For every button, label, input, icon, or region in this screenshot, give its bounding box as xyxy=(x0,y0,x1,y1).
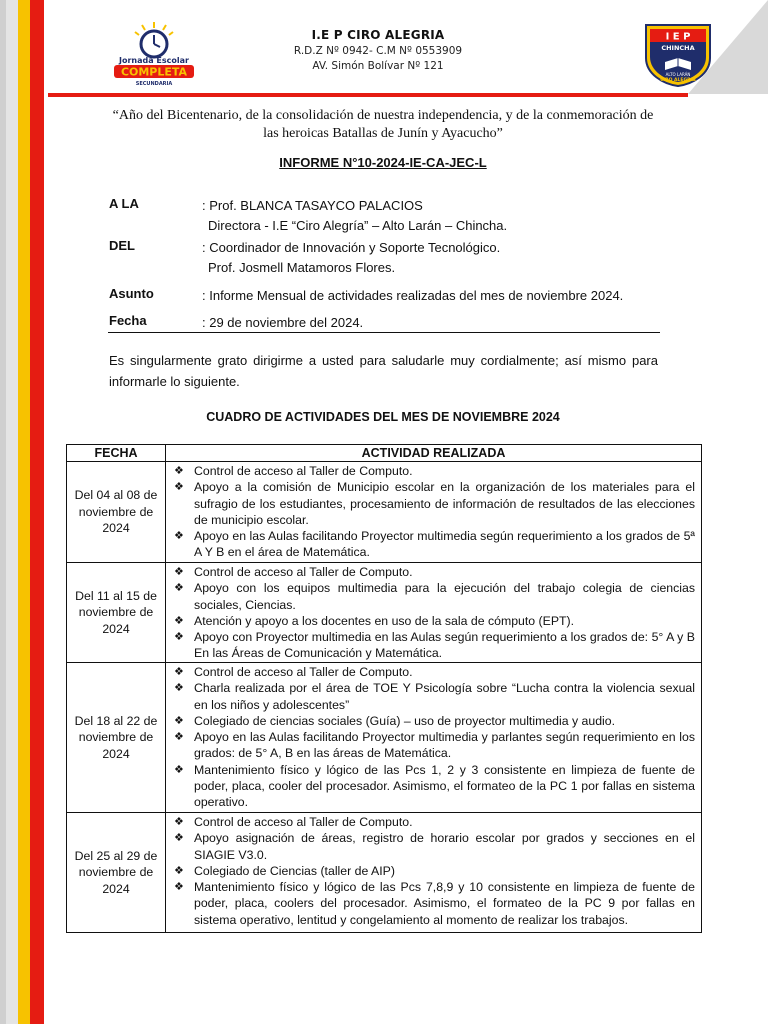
bullet-diamond-icon: ❖ xyxy=(174,465,184,477)
activity-text: Apoyo asignación de áreas, registro de horario escolar por grados y secciones en el SIAGIE V3.0. xyxy=(194,831,695,862)
list-item xyxy=(172,580,695,613)
list-item xyxy=(172,664,695,680)
recipient-label: A LA xyxy=(109,196,139,211)
activity-text: Apoyo en las Aulas facilitando Proyector multimedia y parlantes según requerimiento en los grados: de 5° A, B en las áreas de Matemática. xyxy=(194,730,695,761)
list-item xyxy=(172,463,695,479)
list-item xyxy=(172,613,695,629)
bullet-diamond-icon: ❖ xyxy=(174,714,184,727)
bullet-diamond-icon: ❖ xyxy=(174,481,184,494)
activity-text: Control de acceso al Taller de Computo. xyxy=(194,815,413,829)
bullet-diamond-icon: ❖ xyxy=(174,614,184,627)
activity-text: Apoyo con los equipos multimedia para la ejecución del trabajo colegia de ciencias sociales, Ciencias. xyxy=(194,581,695,612)
activity-list xyxy=(172,814,695,928)
bullet-diamond-icon: ❖ xyxy=(174,666,184,678)
row-activities xyxy=(166,813,702,933)
list-item xyxy=(172,479,695,528)
list-item xyxy=(172,814,695,830)
bullet-diamond-icon: ❖ xyxy=(174,566,184,578)
bullet-diamond-icon: ❖ xyxy=(174,763,184,776)
logo-left-line3: SECUNDARIA xyxy=(135,81,173,87)
recipient-name: : Prof. BLANCA TASAYCO PALACIOS xyxy=(202,198,423,213)
table-header-row xyxy=(67,445,702,462)
border-stripe-red xyxy=(30,0,44,1024)
border-stripe-white xyxy=(44,0,48,1024)
list-item xyxy=(172,863,695,879)
intro-paragraph: Es singularmente grato dirigirme a usted para saludarle muy cordialmente; así mismo para informarle lo siguiente. xyxy=(109,353,658,389)
activities-table xyxy=(66,444,702,933)
activity-text: Control de acceso al Taller de Computo. xyxy=(194,665,413,679)
list-item xyxy=(172,762,695,811)
row-date: Del 18 al 22 de noviembre de 2024 xyxy=(67,663,166,813)
table-row xyxy=(67,462,702,563)
activity-list xyxy=(172,564,695,662)
activity-text: Atención y apoyo a los docentes en uso de la sala de cómputo (EPT). xyxy=(194,613,575,628)
table-title: CUADRO DE ACTIVIDADES DEL MES DE NOVIEMBRE 2024 xyxy=(206,410,560,424)
border-stripe-yellow xyxy=(18,0,30,1024)
date-label: Fecha xyxy=(109,313,147,328)
row-date: Del 11 al 15 de noviembre de 2024 xyxy=(67,563,166,663)
school-shield-logo xyxy=(643,22,713,88)
sender-position: : Coordinador de Innovación y Soporte Tecnológico. xyxy=(202,240,501,255)
bullet-diamond-icon: ❖ xyxy=(174,682,184,695)
activity-text: Mantenimiento físico y lógico de las Pcs 7,8,9 y 10 consistente en limpieza de fuente de poder, placa, coolers del procesador. Asimismo, el formateo de la PC 9 por fallas en sistema operativo, lentitud y congelamiento al momento de realizar los trabajos. xyxy=(194,880,695,927)
list-item xyxy=(172,713,695,729)
activity-list xyxy=(172,664,695,811)
header-activity: ACTIVIDAD REALIZADA xyxy=(166,445,702,462)
bullet-diamond-icon: ❖ xyxy=(174,582,184,595)
shield-bottom-text: CIRO ALEGRIA xyxy=(660,78,696,83)
header-divider xyxy=(48,93,688,97)
school-address: AV. Simón Bolívar Nº 121 xyxy=(312,60,444,72)
list-item xyxy=(172,879,695,928)
table-row xyxy=(67,663,702,813)
activity-text: Colegiado de ciencias sociales (Guía) – uso de proyector multimedia y audio. xyxy=(194,713,616,728)
motto-line1: “Año del Bicentenario, de la consolidación de nuestra independencia, y de la conmemoración de xyxy=(112,108,654,123)
school-rdz: R.D.Z Nº 0942- C.M Nº 0553909 xyxy=(293,45,463,57)
clock-icon xyxy=(135,22,173,57)
row-activities xyxy=(166,663,702,813)
bullet-diamond-icon: ❖ xyxy=(174,832,184,845)
bullet-diamond-icon: ❖ xyxy=(174,864,184,877)
motto-line2: las heroicas Batallas de Junín y Ayacucho” xyxy=(263,126,503,141)
meta-divider xyxy=(108,332,660,333)
header-date: FECHA xyxy=(67,445,166,462)
row-activities xyxy=(166,462,702,563)
bullet-diamond-icon: ❖ xyxy=(174,631,184,644)
border-stripe-light-gray xyxy=(6,0,18,1024)
row-date: Del 04 al 08 de noviembre de 2024 xyxy=(67,462,166,563)
jornada-escolar-logo xyxy=(108,20,200,88)
year-motto xyxy=(100,107,666,143)
bullet-diamond-icon: ❖ xyxy=(174,731,184,744)
bullet-diamond-icon: ❖ xyxy=(174,881,184,894)
list-item xyxy=(172,729,695,762)
list-item xyxy=(172,830,695,863)
bullet-diamond-icon: ❖ xyxy=(174,530,184,543)
list-item xyxy=(172,680,695,713)
activity-list xyxy=(172,463,695,561)
activity-text: Apoyo en las Aulas facilitando Proyector multimedia según requerimiento a los grados de 5ª A Y B en el área de Matemática. xyxy=(194,529,695,560)
recipient-position: Directora - I.E “Ciro Alegría” – Alto Larán – Chincha. xyxy=(208,218,508,233)
logo-left-line2: COMPLETA xyxy=(120,65,188,79)
table-body xyxy=(67,462,702,933)
bullet-diamond-icon: ❖ xyxy=(174,816,184,828)
sender-name: Prof. Josmell Matamoros Flores. xyxy=(208,260,396,275)
activity-text: Colegiado de Ciencias (taller de AIP) xyxy=(194,863,395,878)
subject-label: Asunto xyxy=(109,286,154,301)
activity-text: Control de acceso al Taller de Computo. xyxy=(194,464,413,478)
shield-top-text: I E P xyxy=(665,31,691,43)
activity-text: Charla realizada por el área de TOE Y Psicología sobre “Lucha contra la violencia sexual en los niños y adolescentes” xyxy=(194,681,695,712)
date-value: : 29 de noviembre del 2024. xyxy=(202,315,364,330)
table-row xyxy=(67,813,702,933)
logo-left-line1: Jornada Escolar xyxy=(119,56,189,65)
list-item xyxy=(172,629,695,662)
activity-text: Apoyo a la comisión de Municipio escolar en la organización de los materiales para el sufragio de los estudiantes, procesamiento de información de resultados de las elecciones de municipio escolar. xyxy=(194,480,695,527)
sender-label: DEL xyxy=(109,238,135,253)
activity-text: Control de acceso al Taller de Computo. xyxy=(194,565,413,579)
row-date: Del 25 al 29 de noviembre de 2024 xyxy=(67,813,166,933)
activity-text: Apoyo con Proyector multimedia en las Aulas según requerimiento a los grados de: 5° A y B En las Áreas de Comunicación y Matemática. xyxy=(194,630,695,661)
list-item xyxy=(172,528,695,561)
subject-value: : Informe Mensual de actividades realizadas del mes de noviembre 2024. xyxy=(202,288,624,303)
list-item xyxy=(172,564,695,580)
school-name: I.E P CIRO ALEGRIA xyxy=(311,28,445,42)
activity-text: Mantenimiento físico y lógico de las Pcs 1, 2 y 3 consistente en limpieza de fuente de poder, placa, cooler del procesador. Asimismo, el formateo de la PC 1 por fallas en sistema operativo. xyxy=(194,762,695,810)
shield-middle-text: CHINCHA xyxy=(661,44,695,52)
school-header xyxy=(248,28,508,72)
table-row xyxy=(67,563,702,663)
shield-band-text: ALTO LARÁN xyxy=(665,72,691,77)
report-title: INFORME N°10-2024-IE-CA-JEC-L xyxy=(279,155,487,170)
row-activities xyxy=(166,563,702,663)
